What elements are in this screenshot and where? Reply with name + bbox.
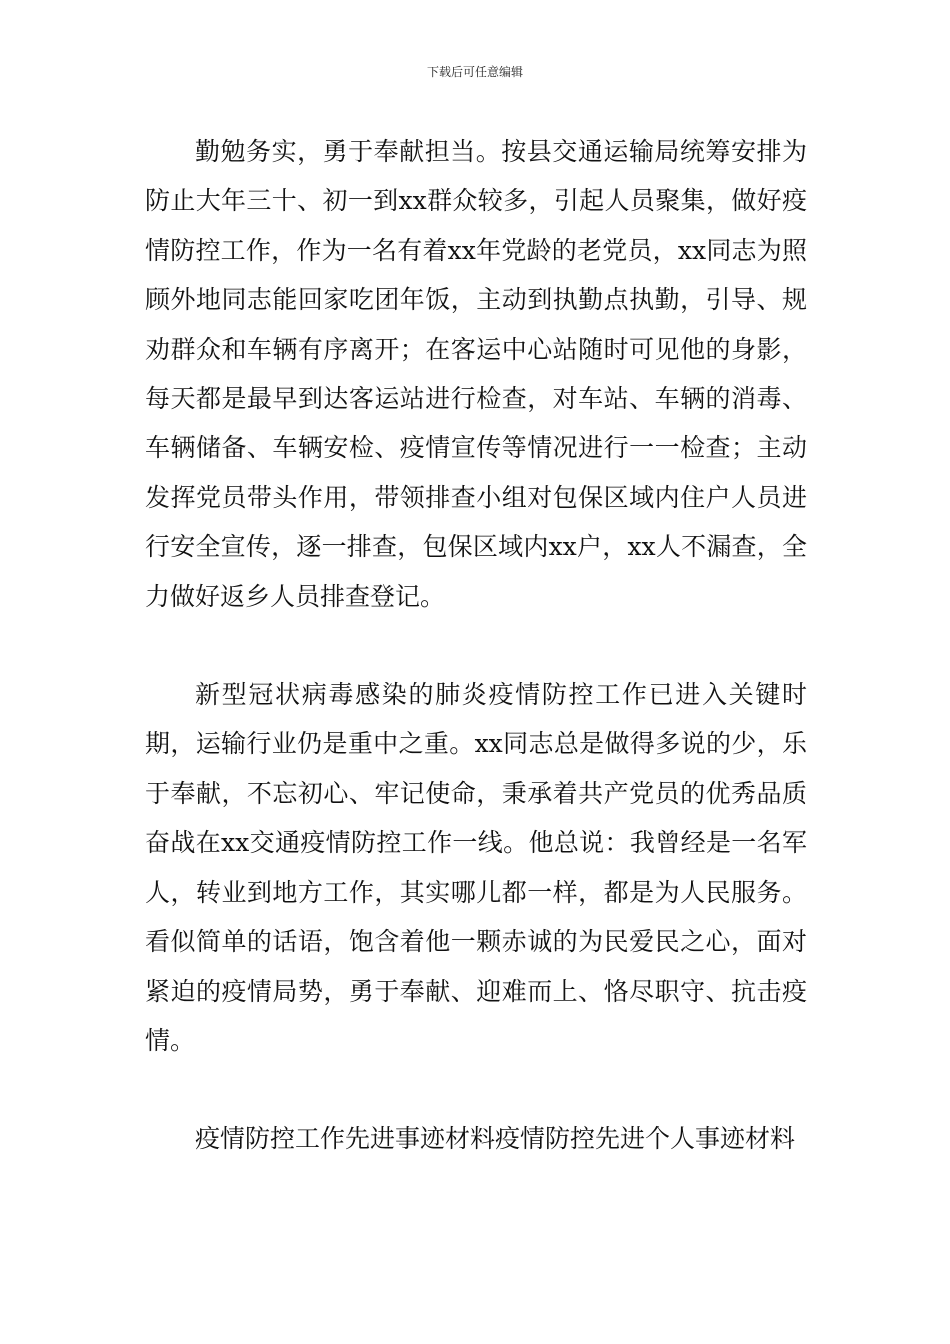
- paragraph-1: 勤勉务实，勇于奉献担当。按县交通运输局统筹安排为防止大年三十、初一到xx群众较多，引起人员聚集，做好疫情防控工作，作为一名有着xx年党龄的老党员，xx同志为照顾外地同志能回家吃团年饭，主动到执勤点执勤，引导、规劝群众和车辆有序离开；在客运中心站随时可见他的身影，每天都是最早到达客运站进行检查，对车站、车辆的消毒、车辆储备、车辆安检、疫情宣传等情况进行一一检查；主动发挥党员带头作用，带领排查小组对包保区域内住户人员进行安全宣传，逐一排查，包保区域内xx户，xx人不漏查，全力做好返乡人员排查登记。: [145, 137, 807, 611]
- paragraph-3: 疫情防控工作先进事迹材料疫情防控先进个人事迹材料: [195, 1124, 796, 1154]
- page-header: 下载后可任意编辑: [426, 65, 523, 79]
- document-body: [145, 127, 807, 1164]
- paragraph-2: 新型冠状病毒感染的肺炎疫情防控工作已进入关键时期，运输行业仍是重中之重。xx同志总是做得多说的少，乐于奉献，不忘初心、牢记使命，秉承着共产党员的优秀品质奋战在xx交通疫情防控工作一线。他总说：我曾经是一名军人，转业到地方工作，其实哪儿都一样，都是为人民服务。看似简单的话语，饱含着他一颗赤诚的为民爱民之心，面对紧迫的疫情局势，勇于奉献、迎难而上、恪尽职守、抗击疫情。: [145, 680, 807, 1055]
